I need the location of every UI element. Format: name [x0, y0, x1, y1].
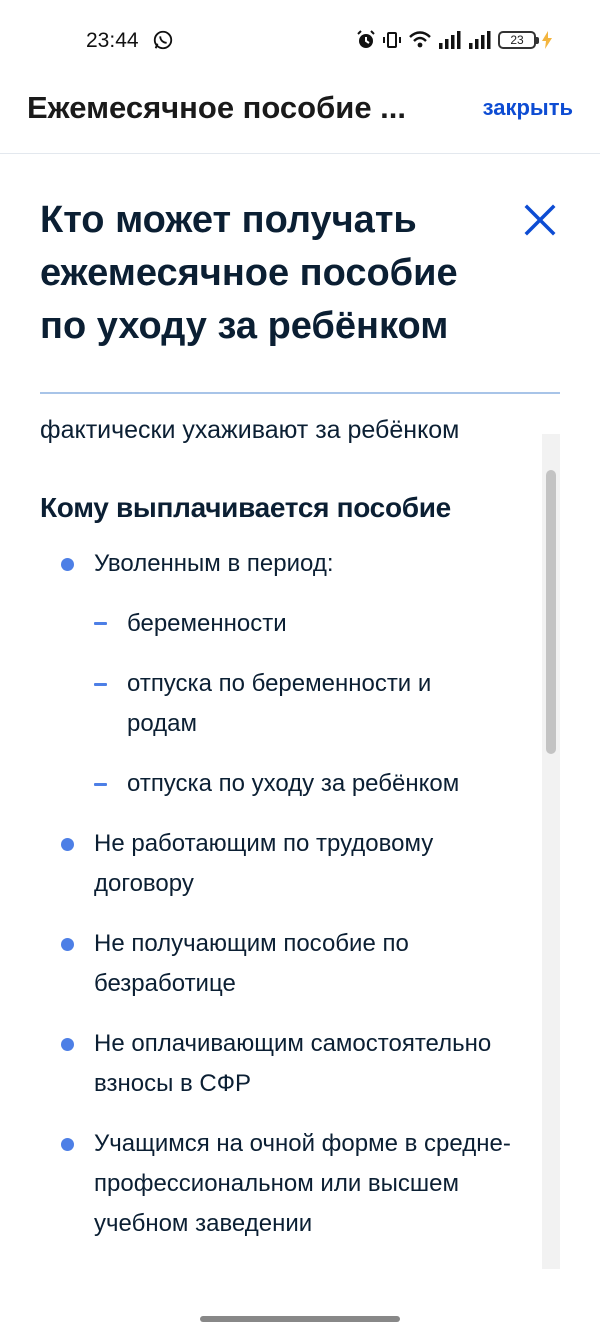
list-item: Не оплачивающим самостоятельно взносы в СФР	[94, 1030, 492, 1097]
status-time: 23:44	[86, 29, 139, 52]
vibrate-icon	[382, 30, 402, 50]
wifi-icon	[408, 30, 432, 50]
modal-title: Кто может получать ежемесячное пособие по уходу за ребёнком	[40, 199, 458, 347]
status-icons	[356, 29, 552, 51]
whatsapp-icon	[152, 29, 174, 51]
close-icon[interactable]	[520, 200, 560, 240]
list-sub-item: беременности	[127, 610, 287, 637]
close-link[interactable]: закрыть	[482, 95, 573, 120]
bullet	[61, 1138, 74, 1151]
list-sub-item: отпуска по беременности и родам	[127, 670, 432, 737]
battery-level: 23	[510, 33, 524, 47]
status-bar	[0, 0, 600, 80]
alarm-icon	[356, 30, 376, 50]
bullet	[61, 558, 74, 571]
app-header	[0, 80, 600, 154]
list-item: Уволенным в период:	[94, 550, 334, 577]
scrollbar-thumb[interactable]	[546, 470, 556, 754]
clipped-text: фактически ухаживают за ребёнком	[40, 416, 460, 444]
list-item: Учащимся на очной форме в средне-профессиональном или высшем учебном заведении	[94, 1130, 511, 1237]
list-sub-item: отпуска по уходу за ребёнком	[127, 770, 460, 797]
charging-icon	[542, 31, 552, 49]
battery-icon	[498, 31, 536, 49]
list-item: Не получающим пособие по безработице	[94, 930, 409, 997]
modal-content[interactable]	[0, 394, 600, 1269]
signal-icon	[438, 30, 462, 50]
home-indicator[interactable]	[200, 1316, 400, 1322]
dash	[94, 622, 107, 625]
bullet	[61, 1038, 74, 1051]
bullet	[61, 938, 74, 951]
dash	[94, 683, 107, 686]
dash	[94, 783, 107, 786]
signal-icon	[468, 30, 492, 50]
list-item: Не работающим по трудовому договору	[94, 830, 434, 897]
page-title: Ежемесячное пособие ...	[27, 90, 407, 125]
bullet	[61, 838, 74, 851]
section-title: Кому выплачивается пособие	[40, 492, 451, 523]
